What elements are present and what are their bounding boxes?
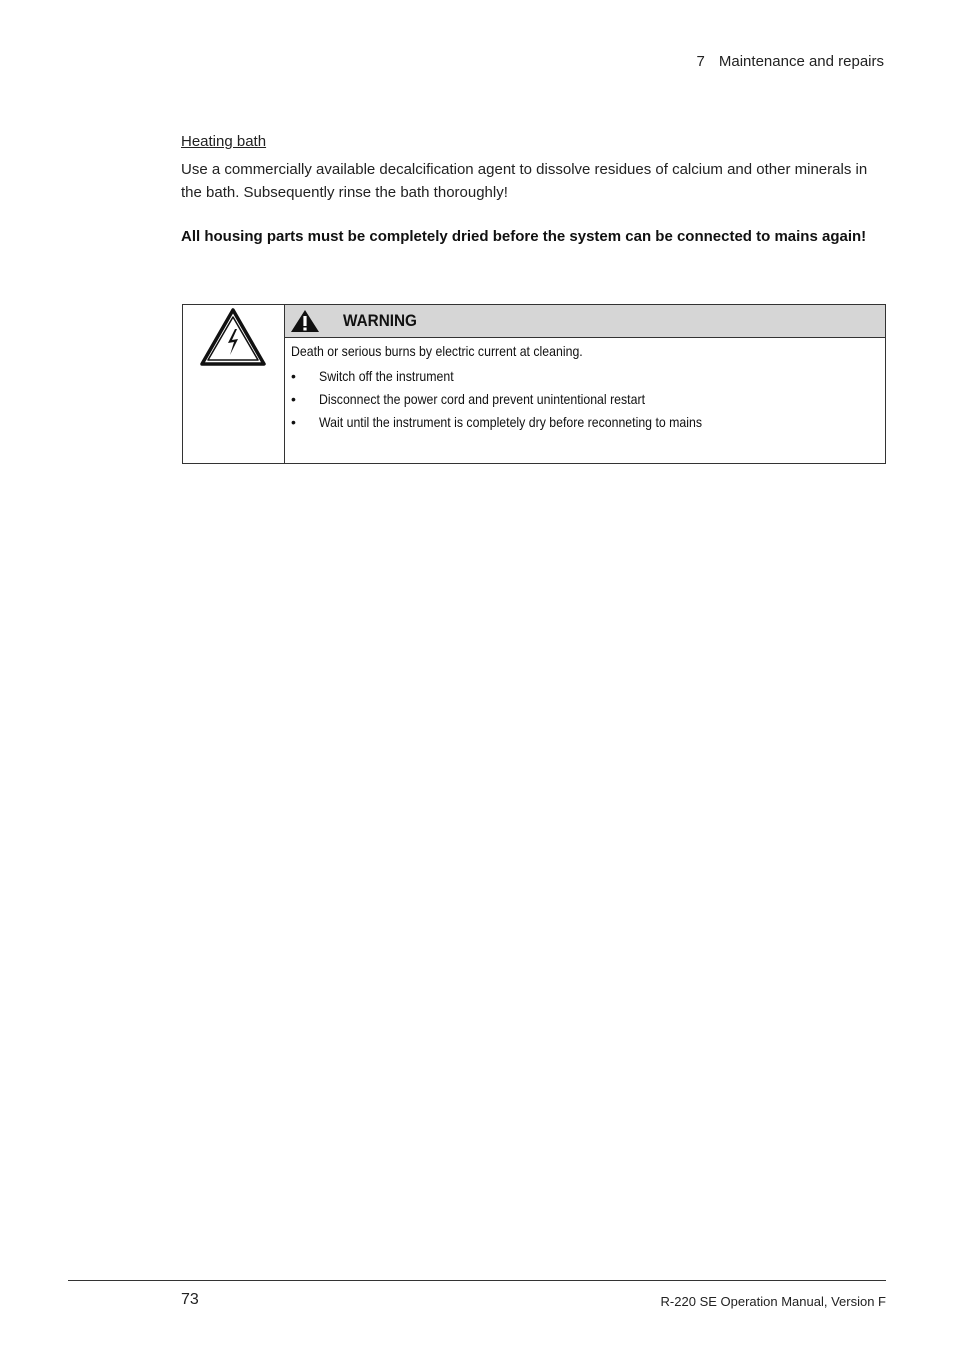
bullet: • [291, 368, 296, 384]
list-item [291, 389, 879, 412]
bullet: • [291, 391, 296, 407]
warning-list [291, 366, 879, 435]
running-header [697, 53, 884, 70]
warning-description: Death or serious burns by electric current at cleaning. [291, 343, 583, 359]
warning-header [285, 305, 885, 338]
exclamation-triangle-icon [290, 309, 320, 333]
list-item [291, 366, 879, 389]
list-item [291, 412, 879, 435]
chapter-number: 7 [696, 53, 705, 70]
electric-hazard-icon [199, 307, 267, 367]
chapter-title: Maintenance and repairs [718, 53, 884, 70]
page-number: 73 [181, 1291, 199, 1308]
list-item-text: Wait until the instrument is completely dry before reconneting to mains [319, 414, 703, 430]
bullet: • [291, 414, 296, 430]
bold-note: All housing parts must be completely dried before the system can be connected to mains again! [181, 228, 867, 245]
footer-document-title: R-220 SE Operation Manual, Version F [660, 1294, 886, 1309]
list-item-text: Disconnect the power cord and prevent unintentional restart [319, 391, 645, 407]
warning-icon-cell [183, 305, 285, 463]
section-heading: Heating bath [181, 133, 267, 150]
list-item-text: Switch off the instrument [319, 368, 454, 384]
warning-title: WARNING [343, 311, 417, 330]
warning-body [291, 342, 879, 435]
footer-rule [68, 1280, 886, 1281]
warning-box [182, 304, 886, 464]
body-paragraph: Use a commercially available decalcification agent to dissolve residues of calcium and other minerals in the bath. Subsequently rinse the bath thoroughly! [181, 161, 868, 201]
